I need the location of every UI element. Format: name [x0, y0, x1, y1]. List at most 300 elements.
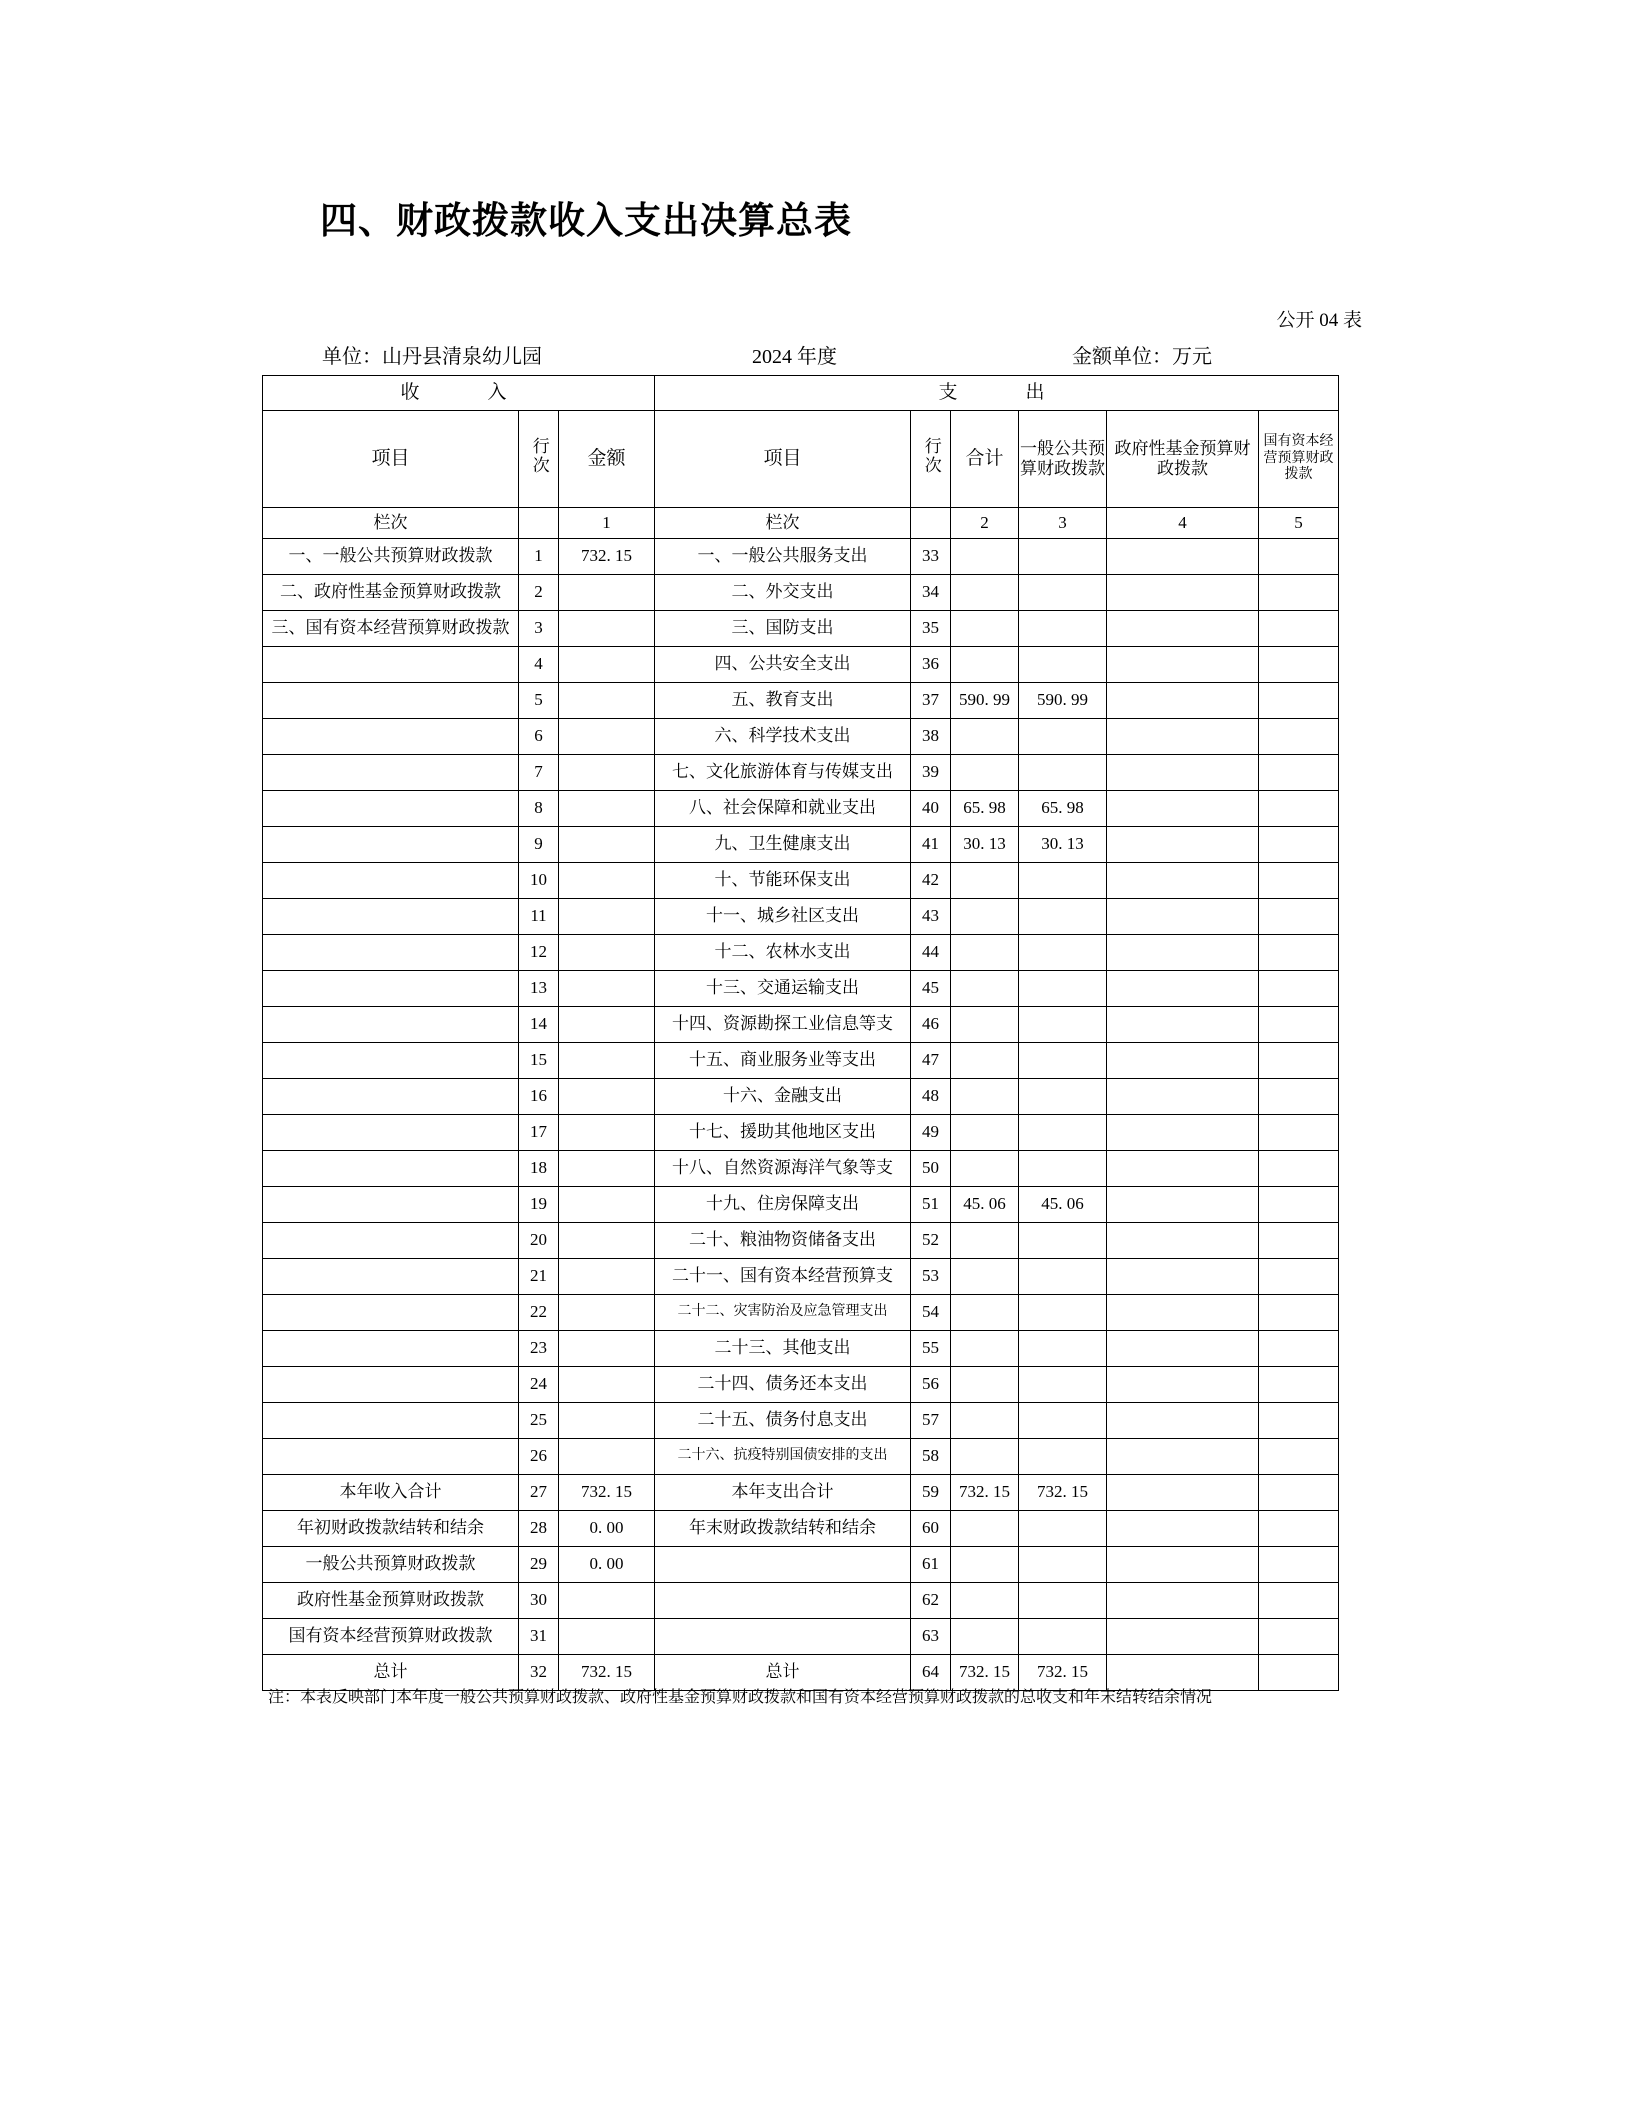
expense-line-cell: 51	[911, 1187, 951, 1223]
gov-fund-cell	[1107, 611, 1259, 647]
table-row	[263, 1079, 1339, 1115]
state-capital-cell	[1259, 827, 1339, 863]
state-capital-cell	[1259, 1151, 1339, 1187]
income-line-cell: 18	[519, 1151, 559, 1187]
state-capital-cell	[1259, 719, 1339, 755]
expense-line-cell: 46	[911, 1007, 951, 1043]
expense-total-cell	[951, 1511, 1019, 1547]
expense-total-cell	[951, 1007, 1019, 1043]
budget-table	[262, 375, 1339, 1691]
gov-fund-cell	[1107, 1367, 1259, 1403]
income-amount-cell	[559, 827, 655, 863]
general-budget-cell	[1019, 1511, 1107, 1547]
expense-line-cell: 63	[911, 1619, 951, 1655]
state-capital-cell	[1259, 539, 1339, 575]
col-num-3: 3	[1019, 508, 1107, 539]
expense-item-cell: 二十四、债务还本支出	[655, 1367, 911, 1403]
income-line-cell: 9	[519, 827, 559, 863]
income-item-cell	[263, 899, 519, 935]
expense-line-cell: 60	[911, 1511, 951, 1547]
income-item-cell	[263, 1115, 519, 1151]
state-capital-cell	[1259, 1331, 1339, 1367]
expense-line-cell: 34	[911, 575, 951, 611]
table-row	[263, 1331, 1339, 1367]
gov-fund-cell	[1107, 1547, 1259, 1583]
expense-total-cell	[951, 863, 1019, 899]
gov-fund-cell	[1107, 1295, 1259, 1331]
table-row	[263, 1223, 1339, 1259]
state-capital-cell	[1259, 755, 1339, 791]
general-budget-cell	[1019, 1295, 1107, 1331]
income-amount-cell	[559, 1079, 655, 1115]
income-amount-cell	[559, 1187, 655, 1223]
expense-item-cell	[655, 1583, 911, 1619]
state-capital-cell	[1259, 863, 1339, 899]
state-capital-cell	[1259, 1439, 1339, 1475]
gov-fund-cell	[1107, 1259, 1259, 1295]
gov-fund-cell	[1107, 683, 1259, 719]
gov-fund-cell	[1107, 575, 1259, 611]
table-row	[263, 683, 1339, 719]
income-line-cell: 19	[519, 1187, 559, 1223]
expense-line-cell: 37	[911, 683, 951, 719]
income-line-cell: 20	[519, 1223, 559, 1259]
income-line-cell: 11	[519, 899, 559, 935]
expense-item-cell: 十八、自然资源海洋气象等支	[655, 1151, 911, 1187]
table-row	[263, 1259, 1339, 1295]
expense-line-cell: 42	[911, 863, 951, 899]
table-row	[263, 539, 1339, 575]
expense-item-cell: 二、外交支出	[655, 575, 911, 611]
table-row	[263, 575, 1339, 611]
general-budget-cell	[1019, 1151, 1107, 1187]
expense-item-cell: 十二、农林水支出	[655, 935, 911, 971]
state-capital-cell	[1259, 1295, 1339, 1331]
gov-fund-cell	[1107, 1115, 1259, 1151]
gov-fund-cell	[1107, 1511, 1259, 1547]
income-amount-cell	[559, 1295, 655, 1331]
income-amount-cell	[559, 863, 655, 899]
table-row	[263, 719, 1339, 755]
income-amount-cell	[559, 1007, 655, 1043]
table-row	[263, 863, 1339, 899]
income-amount-cell	[559, 971, 655, 1007]
table-row	[263, 1475, 1339, 1511]
year-label: 2024 年度	[752, 346, 837, 368]
gov-fund-cell	[1107, 1439, 1259, 1475]
general-budget-cell: 732. 15	[1019, 1655, 1107, 1691]
income-item-cell	[263, 755, 519, 791]
col-num-4: 4	[1107, 508, 1259, 539]
expense-total-cell: 30. 13	[951, 827, 1019, 863]
expense-total-cell	[951, 611, 1019, 647]
general-budget-cell	[1019, 647, 1107, 683]
income-line-cell: 17	[519, 1115, 559, 1151]
col-num-1: 1	[559, 508, 655, 539]
general-budget-cell	[1019, 899, 1107, 935]
expense-item-cell: 九、卫生健康支出	[655, 827, 911, 863]
expense-total-cell	[951, 935, 1019, 971]
income-amount-cell	[559, 1259, 655, 1295]
income-item-cell	[263, 1367, 519, 1403]
general-budget-cell	[1019, 611, 1107, 647]
income-item-cell	[263, 863, 519, 899]
state-capital-cell	[1259, 683, 1339, 719]
expense-item-cell: 一、一般公共服务支出	[655, 539, 911, 575]
state-capital-cell	[1259, 899, 1339, 935]
expense-item-cell: 六、科学技术支出	[655, 719, 911, 755]
expense-item-cell: 十九、住房保障支出	[655, 1187, 911, 1223]
state-capital-cell	[1259, 1583, 1339, 1619]
income-item-cell: 政府性基金预算财政拨款	[263, 1583, 519, 1619]
gov-fund-cell	[1107, 539, 1259, 575]
income-line-cell: 28	[519, 1511, 559, 1547]
header-general-budget: 一般公共预算财政拨款	[1019, 411, 1107, 508]
expense-item-cell: 十五、商业服务业等支出	[655, 1043, 911, 1079]
expense-column-label: 栏次	[655, 508, 911, 539]
income-line-cell: 1	[519, 539, 559, 575]
general-budget-cell	[1019, 863, 1107, 899]
table-row	[263, 1115, 1339, 1151]
general-budget-cell	[1019, 1367, 1107, 1403]
table-row	[263, 791, 1339, 827]
table-row	[263, 1295, 1339, 1331]
expense-item-cell: 四、公共安全支出	[655, 647, 911, 683]
unit-label: 单位：山丹县清泉幼儿园	[322, 346, 542, 368]
expense-line-cell: 35	[911, 611, 951, 647]
header-gov-fund: 政府性基金预算财政拨款	[1107, 411, 1259, 508]
income-item-cell	[263, 719, 519, 755]
expense-line-cell: 55	[911, 1331, 951, 1367]
gov-fund-cell	[1107, 1403, 1259, 1439]
expense-line-cell: 54	[911, 1295, 951, 1331]
income-item-cell: 总计	[263, 1655, 519, 1691]
state-capital-cell	[1259, 647, 1339, 683]
table-row	[263, 611, 1339, 647]
general-budget-cell	[1019, 1331, 1107, 1367]
general-budget-cell	[1019, 1223, 1107, 1259]
state-capital-cell	[1259, 1007, 1339, 1043]
expense-item-cell: 二十一、国有资本经营预算支	[655, 1259, 911, 1295]
expense-total-cell	[951, 1547, 1019, 1583]
general-budget-cell	[1019, 1619, 1107, 1655]
income-amount-cell	[559, 935, 655, 971]
table-row	[263, 755, 1339, 791]
income-line-cell: 26	[519, 1439, 559, 1475]
income-amount-cell	[559, 1439, 655, 1475]
income-line-cell: 7	[519, 755, 559, 791]
expense-line-cell: 62	[911, 1583, 951, 1619]
income-line-cell: 5	[519, 683, 559, 719]
general-budget-cell	[1019, 755, 1107, 791]
table-row	[263, 899, 1339, 935]
expense-total-cell	[951, 1331, 1019, 1367]
expense-line-cell: 53	[911, 1259, 951, 1295]
table-row	[263, 1007, 1339, 1043]
income-item-cell	[263, 1187, 519, 1223]
expense-total-cell	[951, 1403, 1019, 1439]
header-income-amount: 金额	[559, 411, 655, 508]
expense-line-cell: 40	[911, 791, 951, 827]
expense-item-cell: 二十六、抗疫特别国债安排的支出	[655, 1439, 911, 1475]
income-item-cell	[263, 935, 519, 971]
income-amount-cell	[559, 1583, 655, 1619]
gov-fund-cell	[1107, 791, 1259, 827]
income-item-cell	[263, 1043, 519, 1079]
amount-unit-label: 金额单位：万元	[1072, 346, 1212, 368]
expense-line-cell: 39	[911, 755, 951, 791]
income-line-cell: 10	[519, 863, 559, 899]
gov-fund-cell	[1107, 1151, 1259, 1187]
income-amount-cell	[559, 755, 655, 791]
income-amount-cell	[559, 899, 655, 935]
general-budget-cell	[1019, 1079, 1107, 1115]
expense-item-cell: 五、教育支出	[655, 683, 911, 719]
expense-line-cell: 59	[911, 1475, 951, 1511]
expense-total-cell	[951, 1619, 1019, 1655]
income-amount-cell: 732. 15	[559, 1655, 655, 1691]
state-capital-cell	[1259, 1367, 1339, 1403]
income-line-cell: 31	[519, 1619, 559, 1655]
expense-total-cell	[951, 1439, 1019, 1475]
expense-line-cell: 52	[911, 1223, 951, 1259]
expense-total-cell	[951, 719, 1019, 755]
expense-line-cell: 38	[911, 719, 951, 755]
expense-item-cell: 三、国防支出	[655, 611, 911, 647]
header-income-line: 行次	[519, 411, 559, 508]
gov-fund-cell	[1107, 647, 1259, 683]
gov-fund-cell	[1107, 1187, 1259, 1223]
income-line-cell: 25	[519, 1403, 559, 1439]
header-expense-item: 项目	[655, 411, 911, 508]
general-budget-cell: 65. 98	[1019, 791, 1107, 827]
state-capital-cell	[1259, 1223, 1339, 1259]
gov-fund-cell	[1107, 1079, 1259, 1115]
income-amount-cell	[559, 1043, 655, 1079]
income-line-cell: 30	[519, 1583, 559, 1619]
income-item-cell	[263, 1079, 519, 1115]
income-amount-cell	[559, 1619, 655, 1655]
income-line-cell: 3	[519, 611, 559, 647]
expense-total-cell	[951, 1079, 1019, 1115]
expense-item-cell: 八、社会保障和就业支出	[655, 791, 911, 827]
table-row	[263, 1043, 1339, 1079]
state-capital-cell	[1259, 1259, 1339, 1295]
state-capital-cell	[1259, 1403, 1339, 1439]
general-budget-cell	[1019, 1583, 1107, 1619]
income-amount-cell	[559, 791, 655, 827]
income-amount-cell	[559, 1367, 655, 1403]
table-row	[263, 647, 1339, 683]
income-amount-cell	[559, 719, 655, 755]
income-amount-cell	[559, 1115, 655, 1151]
income-item-cell	[263, 1439, 519, 1475]
expense-line-blank	[911, 508, 951, 539]
income-amount-cell	[559, 611, 655, 647]
col-num-2: 2	[951, 508, 1019, 539]
income-line-cell: 27	[519, 1475, 559, 1511]
general-budget-cell	[1019, 719, 1107, 755]
general-budget-cell	[1019, 1259, 1107, 1295]
expense-total-cell: 732. 15	[951, 1655, 1019, 1691]
table-row	[263, 1619, 1339, 1655]
income-line-cell: 29	[519, 1547, 559, 1583]
state-capital-cell	[1259, 971, 1339, 1007]
gov-fund-cell	[1107, 1583, 1259, 1619]
income-item-cell	[263, 1151, 519, 1187]
expense-line-cell: 49	[911, 1115, 951, 1151]
income-line-cell: 6	[519, 719, 559, 755]
expense-item-cell: 二十、粮油物资储备支出	[655, 1223, 911, 1259]
income-line-cell: 15	[519, 1043, 559, 1079]
expense-total-cell	[951, 1259, 1019, 1295]
general-budget-cell	[1019, 575, 1107, 611]
gov-fund-cell	[1107, 863, 1259, 899]
income-line-cell: 21	[519, 1259, 559, 1295]
income-item-cell: 本年收入合计	[263, 1475, 519, 1511]
expense-total-cell	[951, 1151, 1019, 1187]
table-row	[263, 971, 1339, 1007]
gov-fund-cell	[1107, 1619, 1259, 1655]
expense-total-cell: 65. 98	[951, 791, 1019, 827]
expense-item-cell	[655, 1547, 911, 1583]
income-amount-cell	[559, 1403, 655, 1439]
state-capital-cell	[1259, 1475, 1339, 1511]
expense-line-cell: 43	[911, 899, 951, 935]
income-amount-cell	[559, 1223, 655, 1259]
expense-total-cell	[951, 647, 1019, 683]
expense-item-cell: 年末财政拨款结转和结余	[655, 1511, 911, 1547]
income-line-cell: 13	[519, 971, 559, 1007]
gov-fund-cell	[1107, 971, 1259, 1007]
header-state-capital: 国有资本经营预算财政拨款	[1259, 411, 1339, 508]
income-amount-cell: 0. 00	[559, 1547, 655, 1583]
income-section-header: 收 入	[263, 376, 655, 411]
state-capital-cell	[1259, 575, 1339, 611]
general-budget-cell: 732. 15	[1019, 1475, 1107, 1511]
gov-fund-cell	[1107, 827, 1259, 863]
expense-item-cell: 十一、城乡社区支出	[655, 899, 911, 935]
expense-total-cell	[951, 1583, 1019, 1619]
expense-item-cell: 总计	[655, 1655, 911, 1691]
income-line-blank	[519, 508, 559, 539]
income-item-cell: 二、政府性基金预算财政拨款	[263, 575, 519, 611]
table-row	[263, 1439, 1339, 1475]
state-capital-cell	[1259, 1655, 1339, 1691]
expense-total-cell	[951, 539, 1019, 575]
expense-section-header: 支 出	[655, 376, 1339, 411]
expense-line-cell: 44	[911, 935, 951, 971]
income-item-cell	[263, 1295, 519, 1331]
state-capital-cell	[1259, 1043, 1339, 1079]
income-amount-cell	[559, 647, 655, 683]
gov-fund-cell	[1107, 1331, 1259, 1367]
expense-item-cell: 十六、金融支出	[655, 1079, 911, 1115]
income-line-cell: 2	[519, 575, 559, 611]
income-line-cell: 8	[519, 791, 559, 827]
state-capital-cell	[1259, 611, 1339, 647]
col-num-5: 5	[1259, 508, 1339, 539]
expense-item-cell: 十七、援助其他地区支出	[655, 1115, 911, 1151]
general-budget-cell	[1019, 1439, 1107, 1475]
expense-line-cell: 50	[911, 1151, 951, 1187]
general-budget-cell	[1019, 935, 1107, 971]
income-item-cell: 国有资本经营预算财政拨款	[263, 1619, 519, 1655]
expense-total-cell	[951, 575, 1019, 611]
expense-line-cell: 45	[911, 971, 951, 1007]
gov-fund-cell	[1107, 899, 1259, 935]
expense-item-cell	[655, 1619, 911, 1655]
expense-total-cell	[951, 1295, 1019, 1331]
expense-line-cell: 33	[911, 539, 951, 575]
general-budget-cell: 590. 99	[1019, 683, 1107, 719]
expense-total-cell: 732. 15	[951, 1475, 1019, 1511]
income-line-cell: 23	[519, 1331, 559, 1367]
expense-total-cell	[951, 1223, 1019, 1259]
expense-item-cell: 十四、资源勘探工业信息等支	[655, 1007, 911, 1043]
gov-fund-cell	[1107, 935, 1259, 971]
income-line-cell: 12	[519, 935, 559, 971]
income-amount-cell	[559, 683, 655, 719]
expense-total-cell	[951, 1043, 1019, 1079]
state-capital-cell	[1259, 1079, 1339, 1115]
expense-item-cell: 二十三、其他支出	[655, 1331, 911, 1367]
general-budget-cell	[1019, 971, 1107, 1007]
expense-item-cell: 十三、交通运输支出	[655, 971, 911, 1007]
income-amount-cell	[559, 1331, 655, 1367]
state-capital-cell	[1259, 1619, 1339, 1655]
gov-fund-cell	[1107, 719, 1259, 755]
general-budget-cell	[1019, 539, 1107, 575]
state-capital-cell	[1259, 1511, 1339, 1547]
state-capital-cell	[1259, 935, 1339, 971]
expense-total-cell	[951, 755, 1019, 791]
expense-line-cell: 57	[911, 1403, 951, 1439]
expense-total-cell	[951, 1367, 1019, 1403]
expense-line-cell: 56	[911, 1367, 951, 1403]
expense-line-cell: 36	[911, 647, 951, 683]
income-line-cell: 4	[519, 647, 559, 683]
income-item-cell	[263, 827, 519, 863]
income-line-cell: 24	[519, 1367, 559, 1403]
table-row	[263, 1367, 1339, 1403]
header-expense-line: 行次	[911, 411, 951, 508]
general-budget-cell: 45. 06	[1019, 1187, 1107, 1223]
table-row	[263, 935, 1339, 971]
income-item-cell	[263, 971, 519, 1007]
expense-total-cell	[951, 1115, 1019, 1151]
general-budget-cell	[1019, 1043, 1107, 1079]
general-budget-cell	[1019, 1007, 1107, 1043]
expense-line-cell: 48	[911, 1079, 951, 1115]
expense-item-cell: 本年支出合计	[655, 1475, 911, 1511]
expense-total-cell	[951, 899, 1019, 935]
income-item-cell	[263, 1007, 519, 1043]
form-code: 公开 04 表	[1276, 310, 1362, 331]
table-meta	[322, 340, 1362, 369]
income-item-cell: 一般公共预算财政拨款	[263, 1547, 519, 1583]
table-row	[263, 1187, 1339, 1223]
income-amount-cell: 732. 15	[559, 539, 655, 575]
gov-fund-cell	[1107, 1007, 1259, 1043]
expense-line-cell: 47	[911, 1043, 951, 1079]
income-amount-cell: 732. 15	[559, 1475, 655, 1511]
income-amount-cell	[559, 1151, 655, 1187]
table-row	[263, 1547, 1339, 1583]
expense-item-cell: 七、文化旅游体育与传媒支出	[655, 755, 911, 791]
expense-line-cell: 41	[911, 827, 951, 863]
income-item-cell: 一、一般公共预算财政拨款	[263, 539, 519, 575]
